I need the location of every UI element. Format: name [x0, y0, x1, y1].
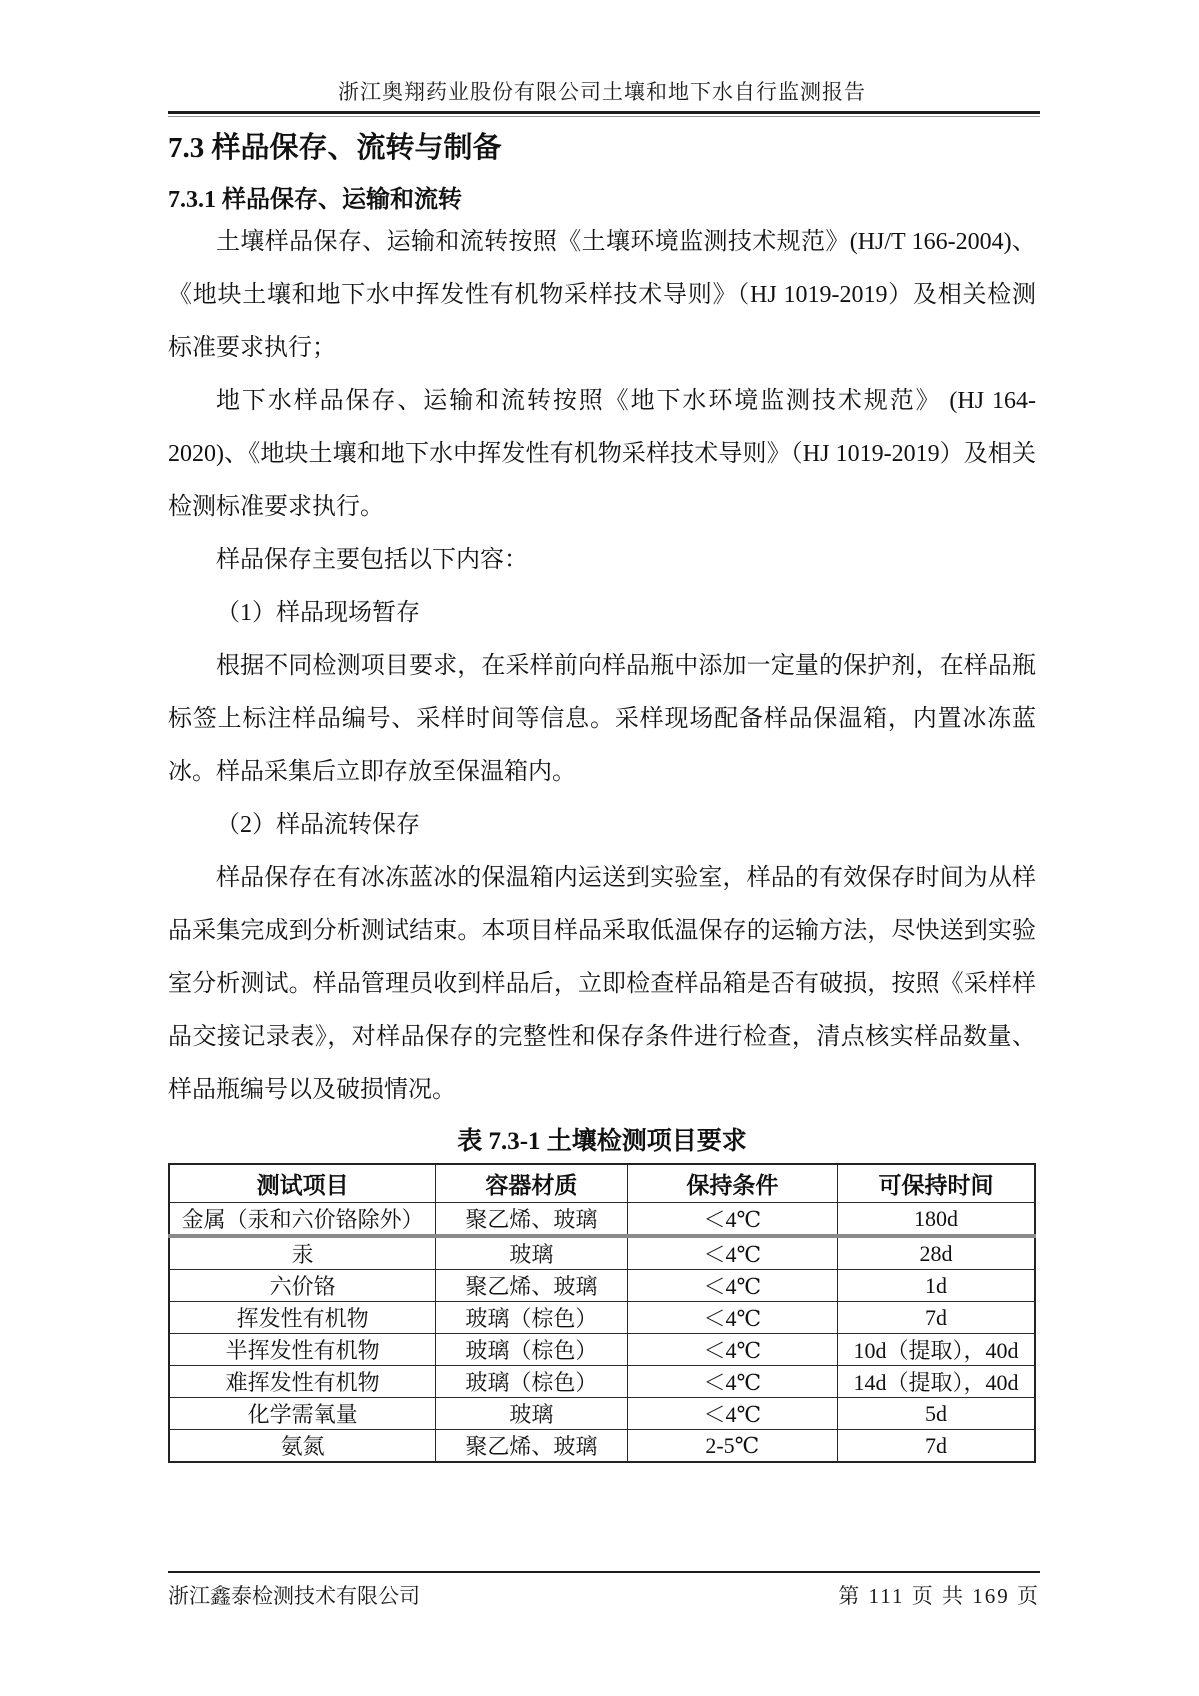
- table-cell: 玻璃（棕色）: [436, 1334, 627, 1366]
- footer-company-name: 浙江鑫泰检测技术有限公司: [168, 1584, 420, 1608]
- table-cell: 氨氮: [169, 1430, 436, 1463]
- paragraph: 样品保存主要包括以下内容：: [216, 547, 528, 573]
- table-body: [169, 1203, 1035, 1463]
- section-heading: 7.3 样品保存、流转与制备: [168, 132, 502, 164]
- table-cell: ＜4℃: [627, 1302, 837, 1334]
- paragraph: 样品保存在有冰冻蓝冰的保温箱内运送到实验室，样品的有效保存时间为从样品采集完成到分析测试结束。本项目样品采取低温保存的运输方法，尽快送到实验室分析测试。样品管理员收到样品后，立即检查样品箱是否有破损，按照《采样样品交接记录表》，对样品保存的完整性和保存条件进行检查，清点核实样品数量、样品瓶编号以及破损情况。: [168, 865, 1036, 1103]
- table-cell: 玻璃（棕色）: [436, 1366, 627, 1398]
- content-area: [168, 128, 1036, 1463]
- table-cell: 玻璃（棕色）: [436, 1302, 627, 1334]
- table-cell: 化学需氧量: [169, 1398, 436, 1430]
- table-row: [169, 1203, 1035, 1237]
- table-cell: 28d: [838, 1236, 1035, 1270]
- table-cell: 7d: [838, 1430, 1035, 1463]
- table-cell: 7d: [838, 1302, 1035, 1334]
- table-row: [169, 1366, 1035, 1398]
- table-cell: 半挥发性有机物: [169, 1334, 436, 1366]
- table-cell: ＜4℃: [627, 1236, 837, 1270]
- paragraph: （2）样品流转保存: [216, 812, 420, 838]
- table-cell: 10d（提取），40d: [838, 1334, 1035, 1366]
- table-cell: 聚乙烯、玻璃: [436, 1430, 627, 1463]
- header-rule: [168, 111, 1040, 114]
- table-cell: ＜4℃: [627, 1334, 837, 1366]
- table-cell: 金属（汞和六价铬除外）: [169, 1203, 436, 1237]
- table-cell: ＜4℃: [627, 1398, 837, 1430]
- table-header-cell: 保持条件: [627, 1164, 837, 1203]
- table-cell: ＜4℃: [627, 1366, 837, 1398]
- table-row: [169, 1334, 1035, 1366]
- table-row: [169, 1398, 1035, 1430]
- table-cell: 汞: [169, 1236, 436, 1270]
- table-header-cell: 容器材质: [436, 1164, 627, 1203]
- table-cell: 玻璃: [436, 1398, 627, 1430]
- table-cell: 180d: [838, 1203, 1035, 1237]
- paragraph: （1）样品现场暂存: [216, 600, 420, 626]
- page-footer: [168, 1580, 1040, 1610]
- table-cell: 聚乙烯、玻璃: [436, 1270, 627, 1302]
- table-cell: ＜4℃: [627, 1270, 837, 1302]
- table-cell: 2-5℃: [627, 1430, 837, 1463]
- table-row: [169, 1236, 1035, 1270]
- body-text: [168, 216, 1036, 1117]
- table-row: [169, 1270, 1035, 1302]
- footer-page-number: 第 111 页 共 169 页: [838, 1584, 1040, 1608]
- table-cell: 14d（提取），40d: [838, 1366, 1035, 1398]
- table-cell: 挥发性有机物: [169, 1302, 436, 1334]
- table-header-cell: 测试项目: [169, 1164, 436, 1203]
- soil-test-requirements-table: [168, 1163, 1036, 1463]
- table-header-cell: 可保持时间: [838, 1164, 1035, 1203]
- footer-rule: [168, 1571, 1040, 1573]
- table-cell: 难挥发性有机物: [169, 1366, 436, 1398]
- table-row: [169, 1302, 1035, 1334]
- running-header-title: 浙江奥翔药业股份有限公司土壤和地下水自行监测报告: [338, 80, 866, 104]
- table-row: [169, 1430, 1035, 1463]
- table-cell: 六价铬: [169, 1270, 436, 1302]
- paragraph: 土壤样品保存、运输和流转按照《土壤环境监测技术规范》(HJ/T 166-2004)、《地块土壤和地下水中挥发性有机物采样技术导则》（HJ 1019-2019）及相关检测标准要求执行；: [168, 229, 1036, 361]
- table-cell: 玻璃: [436, 1236, 627, 1270]
- table-cell: 聚乙烯、玻璃: [436, 1203, 627, 1237]
- table-cell: ＜4℃: [627, 1203, 837, 1237]
- paragraph: 地下水样品保存、运输和流转按照《地下水环境监测技术规范》 (HJ 164-2020)、《地块土壤和地下水中挥发性有机物采样技术导则》（HJ 1019-2019）及相关检测标准要求执行。: [168, 388, 1036, 520]
- table-cell: 5d: [838, 1398, 1035, 1430]
- subsection-heading: 7.3.1 样品保存、运输和流转: [168, 187, 462, 213]
- table-header-row: [169, 1164, 1035, 1203]
- paragraph: 根据不同检测项目要求，在采样前向样品瓶中添加一定量的保护剂，在样品瓶标签上标注样品编号、采样时间等信息。采样现场配备样品保温箱，内置冰冻蓝冰。样品采集后立即存放至保温箱内。: [168, 653, 1036, 785]
- table-title: 表 7.3-1 土壤检测项目要求: [457, 1128, 747, 1155]
- table-cell: 1d: [838, 1270, 1035, 1302]
- header-rule-thin: [168, 116, 1040, 117]
